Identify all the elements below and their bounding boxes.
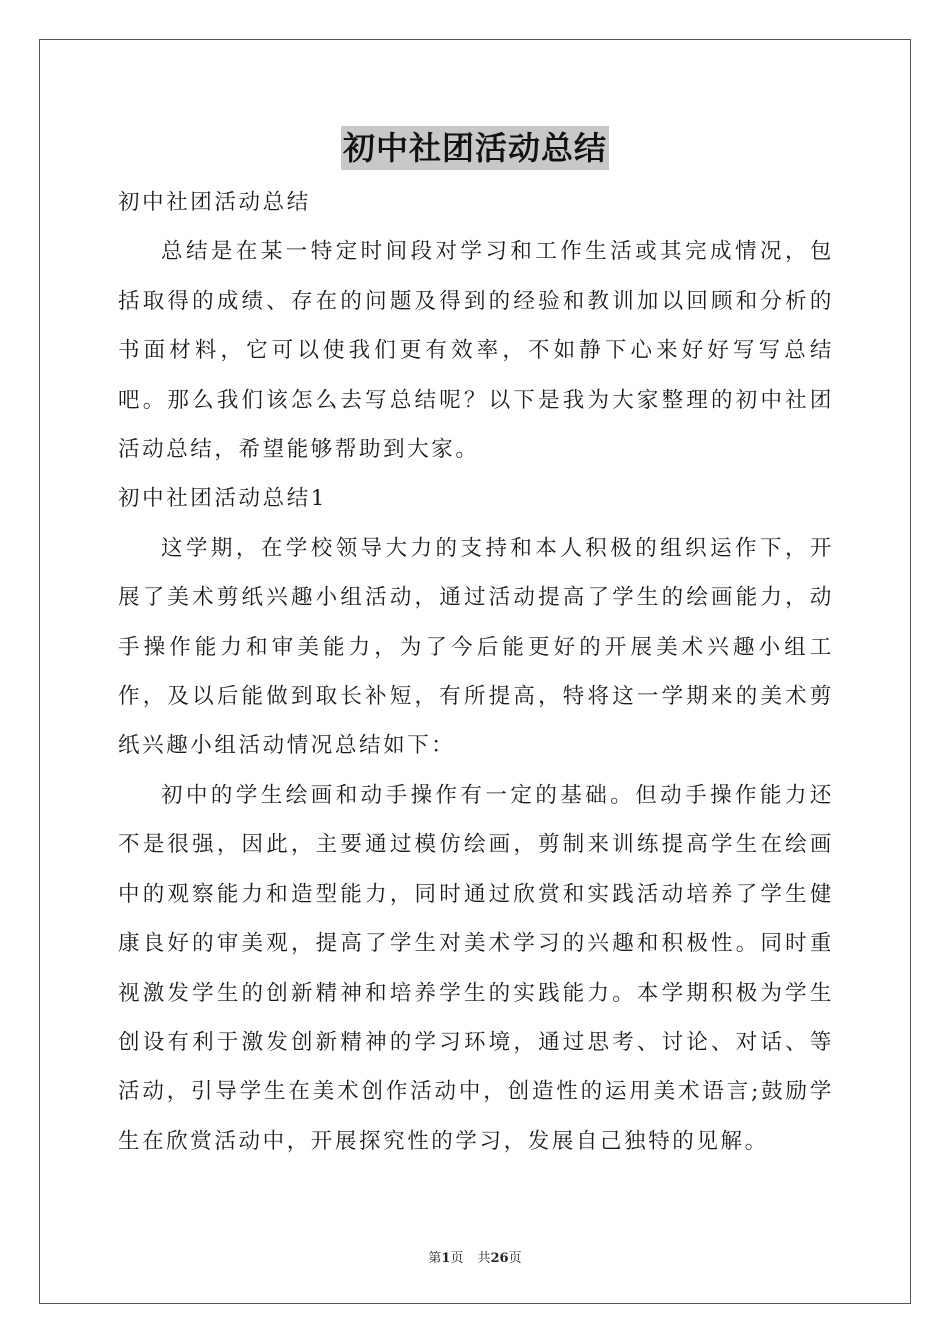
paragraph-section-1-body: 初中的学生绘画和动手操作有一定的基础。但动手操作能力还不是很强，因此，主要通过模仿绘画，剪制来训练提高学生在绘画中的观察能力和造型能力，同时通过欣赏和实践活动培养了学生健康良好的审美观，提高了学生对美术学习的兴趣和积极性。同时重视激发学生的创新精神和培养学生的实践能力。本学期积极为学生创设有利于激发创新精神的学习环境，通过思考、讨论、对话、等活动，引导学生在美术创作活动中，创造性的运用美术语言;鼓励学生在欣赏活动中，开展探究性的学习，发展自己独特的见解。	[118, 782, 834, 1154]
page-footer	[0, 1247, 950, 1266]
paragraph-intro: 总结是在某一特定时间段对学习和工作生活或其完成情况，包括取得的成绩、存在的问题及得到的经验和教训加以回顾和分析的书面材料，它可以使我们更有效率，不如静下心来好好写写总结吧。那么我们该怎么去写总结呢？以下是我为大家整理的初中社团活动总结，希望能够帮助到大家。	[118, 239, 834, 463]
footer-total-pages: 26	[490, 1251, 509, 1266]
document-title: 初中社团活动总结	[341, 126, 609, 170]
paragraph-section-1-intro: 这学期，在学校领导大力的支持和本人积极的组织运作下，开展了美术剪纸兴趣小组活动，通过活动提高了学生的绘画能力，动手操作能力和审美能力，为了今后能更好的开展美术兴趣小组工作，及以后能做到取长补短，有所提高，特将这一学期来的美术剪纸兴趣小组活动情况总结如下：	[118, 535, 834, 759]
footer-total-suffix: 页	[508, 1251, 522, 1266]
footer-page-number: 1	[441, 1251, 451, 1266]
footer-prefix: 第	[428, 1251, 442, 1266]
paragraph-subtitle: 初中社团活动总结	[118, 190, 311, 215]
document-body	[118, 178, 834, 1166]
footer-total-prefix: 共	[477, 1251, 491, 1266]
footer-page-suffix: 页	[450, 1251, 464, 1266]
section-heading-1: 初中社团活动总结1	[118, 486, 328, 512]
title-container	[0, 126, 950, 170]
